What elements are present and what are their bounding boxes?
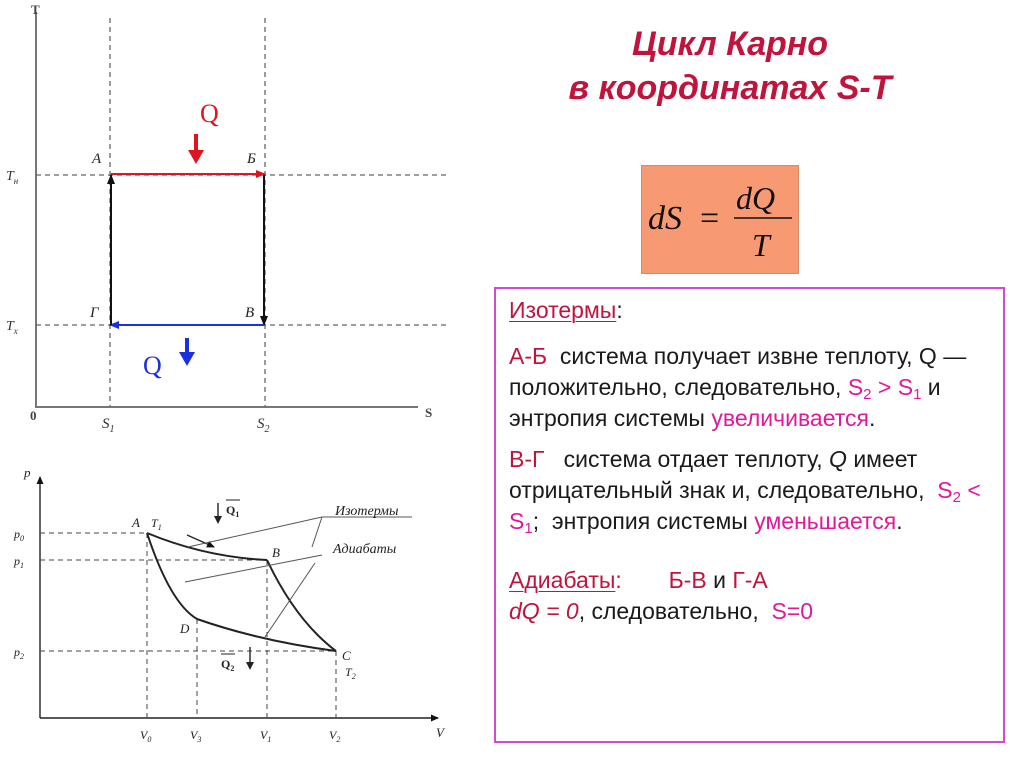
s-axis-label: S xyxy=(425,405,433,420)
t-axis-label: T xyxy=(31,2,40,17)
adiabat-da-curve xyxy=(147,533,197,619)
point-v: В xyxy=(245,305,255,321)
formula-equals: = xyxy=(700,200,720,237)
vg-text-3: энтропия системы xyxy=(551,508,748,534)
pv-point-a: A xyxy=(132,515,140,530)
vg-text-1: система отдает теплоту, xyxy=(563,446,823,472)
tick-tn: $T_н$ xyxy=(6,169,19,186)
adiabat-bc-curve xyxy=(267,560,336,651)
pv-q1: $Q_1$ xyxy=(226,503,240,519)
pv-point-b: B xyxy=(272,545,280,560)
heat-out-arrow-icon xyxy=(179,338,195,366)
tick-v2: $V_2$ xyxy=(329,728,341,744)
ab-increases: увеличивается xyxy=(711,405,869,431)
ab-text-2: и энтропия системы xyxy=(509,374,941,431)
isotherms-row xyxy=(509,295,993,326)
point-g: Г xyxy=(90,305,99,321)
adiabats-formula-row xyxy=(509,596,993,627)
pv-temp-t2: $T_2$ xyxy=(345,665,356,681)
v-axis-label: V xyxy=(436,725,444,740)
ab-s2: $S_2 > S_1$ xyxy=(847,374,922,403)
title-line-2: в координатах S-T xyxy=(568,69,892,107)
adiabats-heading: Адиабаты xyxy=(509,567,616,593)
pv-temp-t1: $T_1$ xyxy=(151,516,162,532)
pv-point-c: C xyxy=(342,648,351,663)
pv-label-adiabats: Адиабаты xyxy=(333,542,397,557)
tick-s1: $S_1$ xyxy=(102,416,115,435)
info-box xyxy=(494,287,1005,743)
formula-box xyxy=(641,165,799,274)
vg-q: Q xyxy=(829,446,847,472)
vg-label: В-Г xyxy=(509,446,545,472)
formula-denominator: T xyxy=(752,227,770,263)
vg-text-2: имеет отрицательный знак и, следовательно, xyxy=(509,446,925,503)
tick-v3: $V_3$ xyxy=(190,728,202,744)
adiabats-and: и xyxy=(713,567,726,593)
vg-s2: $S_2 < S_1$ xyxy=(509,477,981,537)
p-axis-label: p xyxy=(24,465,31,480)
adiabats-s0: S=0 xyxy=(771,598,814,624)
slide-title xyxy=(470,22,990,110)
entropy-formula xyxy=(642,166,798,273)
pv-diagram xyxy=(0,455,470,767)
heat-out-arrow-icon xyxy=(246,647,254,670)
isotherm-leader-2 xyxy=(312,517,322,547)
isotherms-heading: Изотермы xyxy=(509,297,617,323)
q-in-label: Q xyxy=(200,99,219,128)
formula-lhs: dS xyxy=(648,200,682,237)
st-diagram xyxy=(0,0,470,450)
tick-tx: $T_х$ xyxy=(6,319,18,336)
adiabats-colon: : xyxy=(615,567,622,593)
vg-decreases: уменьшается xyxy=(754,508,897,534)
tick-v1: $V_1$ xyxy=(260,728,272,744)
origin-label: 0 xyxy=(30,408,37,423)
adiabats-ga: Г-А xyxy=(732,567,768,593)
tick-p0: $p_0$ xyxy=(14,527,24,543)
adiabats-bv: Б-В xyxy=(668,567,707,593)
tick-p1: $p_1$ xyxy=(14,554,24,570)
ab-text-1: система получает извне теплоту, Q — положительно, следовательно, xyxy=(509,343,967,400)
paragraph-vg xyxy=(509,444,993,537)
pv-q2: $Q_2$ xyxy=(221,657,235,673)
vg-dot: . xyxy=(896,508,903,534)
adiabats-text: , следовательно, xyxy=(578,598,759,624)
tick-p2: $p_2$ xyxy=(14,645,24,661)
vg-semicolon: ; xyxy=(532,508,540,534)
tick-s2: $S_2$ xyxy=(257,416,270,435)
isotherm-leader-1 xyxy=(188,517,322,547)
isotherms-colon: : xyxy=(616,297,623,323)
adiabat-leader-2 xyxy=(265,563,315,637)
point-b: Б xyxy=(247,151,256,167)
flow-arrow-icon xyxy=(187,535,214,547)
heat-in-arrow-icon xyxy=(214,503,222,524)
adiabats-row xyxy=(509,565,993,596)
adiabats-dq: dQ = 0 xyxy=(509,598,579,624)
title-line-1: Цикл Карно xyxy=(631,25,829,63)
formula-numerator: dQ xyxy=(736,180,776,216)
ab-label: А-Б xyxy=(509,343,548,369)
pv-point-d: D xyxy=(180,621,190,636)
tick-v0: $V_0$ xyxy=(140,728,152,744)
point-a: А xyxy=(92,151,102,167)
ab-dot: . xyxy=(868,405,876,431)
pv-label-isotherms: Изотермы xyxy=(335,504,399,519)
paragraph-ab xyxy=(509,341,993,434)
heat-in-arrow-icon xyxy=(188,134,204,164)
q-out-label: Q xyxy=(143,351,162,380)
isotherm-ab-curve xyxy=(147,533,267,560)
